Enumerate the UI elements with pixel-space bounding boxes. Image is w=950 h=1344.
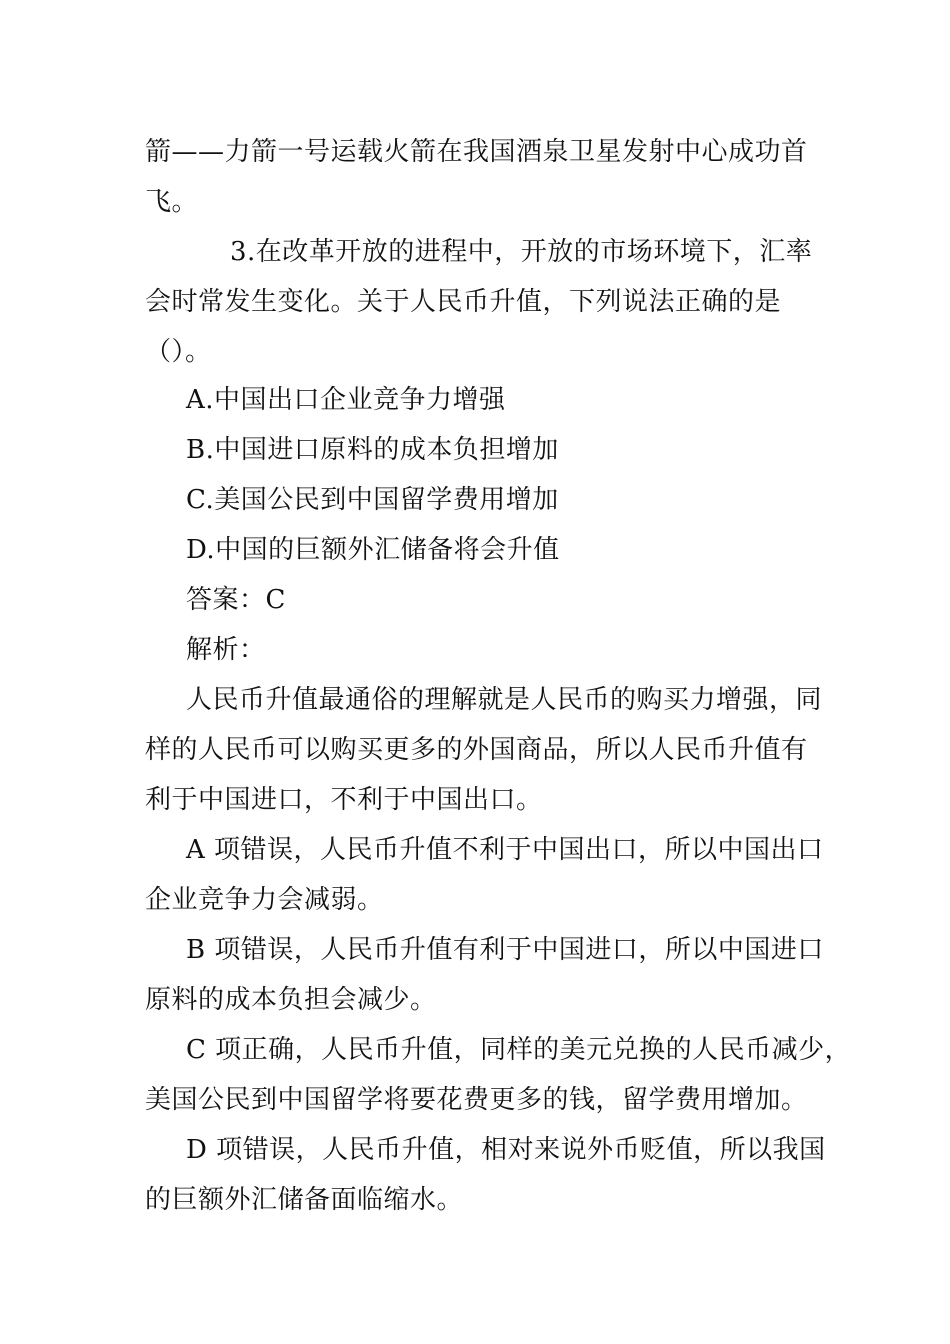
analysis-b-line-1: B 项错误，人民币升值有利于中国进口，所以中国进口 (186, 935, 824, 965)
option-d: D.中国的巨额外汇储备将会升值 (186, 535, 560, 565)
option-b: B.中国进口原料的成本负担增加 (186, 435, 559, 465)
analysis-label: 解析： (186, 635, 266, 665)
analysis-a-line-2: 企业竞争力会减弱。 (145, 885, 384, 915)
question-line-3: （）。 (145, 337, 212, 367)
question-line-1: 3.在改革开放的进程中，开放的市场环境下，汇率 (230, 237, 813, 267)
option-a: A.中国出口企业竞争力增强 (186, 385, 506, 415)
analysis-d-line-1: D 项错误，人民币升值，相对来说外币贬值，所以我国 (186, 1135, 826, 1165)
analysis-p1-line-2: 样的人民币可以购买更多的外国商品，所以人民币升值有 (145, 735, 808, 765)
intro-line-1: 箭——力箭一号运载火箭在我国酒泉卫星发射中心成功首 (145, 137, 808, 167)
question-line-2: 会时常发生变化。关于人民币升值，下列说法正确的是 (145, 287, 782, 317)
analysis-b-line-2: 原料的成本负担会减少。 (145, 985, 437, 1015)
analysis-c-line-2: 美国公民到中国留学将要花费更多的钱，留学费用增加。 (145, 1085, 808, 1115)
analysis-p1-line-3: 利于中国进口，不利于中国出口。 (145, 785, 543, 815)
intro-line-2: 飞。 (145, 187, 199, 217)
option-c: C.美国公民到中国留学费用增加 (186, 485, 559, 515)
analysis-d-line-2: 的巨额外汇储备面临缩水。 (145, 1185, 464, 1215)
analysis-c-line-1: C 项正确，人民币升值，同样的美元兑换的人民币减少， (186, 1035, 852, 1065)
analysis-a-line-1: A 项错误，人民币升值不利于中国出口，所以中国出口 (186, 835, 824, 865)
analysis-p1-line-1: 人民币升值最通俗的理解就是人民币的购买力增强，同 (186, 685, 823, 715)
answer: 答案：C (186, 585, 286, 615)
